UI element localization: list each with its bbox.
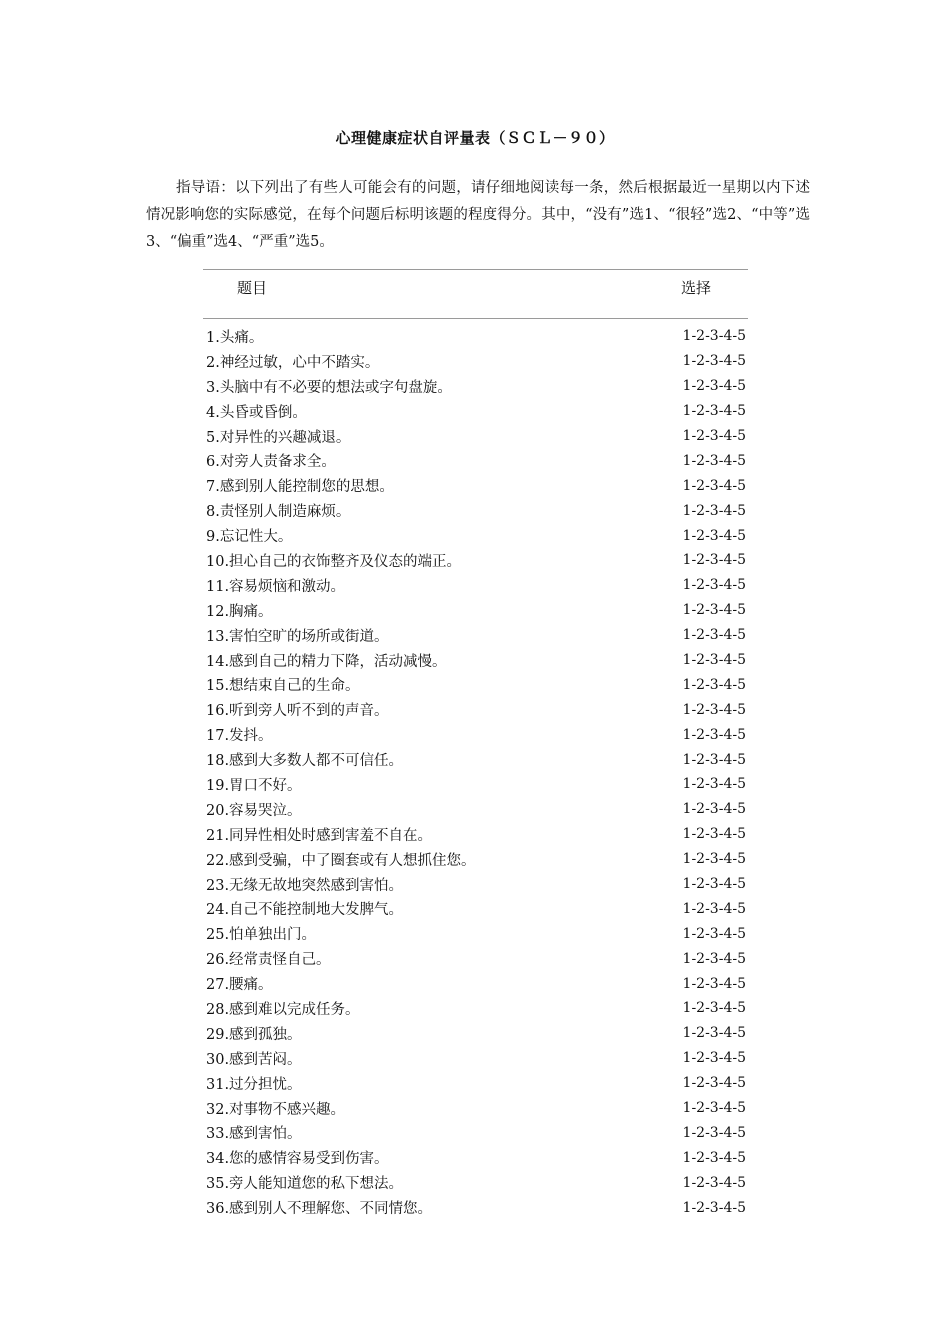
choice-options: 1-2-3-4-5 — [682, 851, 746, 868]
question-text: 20.容易哭泣。 — [206, 802, 302, 819]
choice-options: 1-2-3-4-5 — [682, 676, 746, 693]
choice-options: 1-2-3-4-5 — [682, 975, 746, 992]
choice-options: 1-2-3-4-5 — [682, 1174, 746, 1191]
choice-options: 1-2-3-4-5 — [682, 477, 746, 494]
table-row — [206, 747, 746, 772]
question-text: 30.感到苦闷。 — [206, 1051, 302, 1068]
choice-options: 1-2-3-4-5 — [682, 1124, 746, 1141]
table-row — [206, 648, 746, 673]
choice-options: 1-2-3-4-5 — [682, 726, 746, 743]
question-text: 23.无缘无故地突然感到害怕。 — [206, 877, 404, 894]
table-row — [206, 847, 746, 872]
table-row — [206, 946, 746, 971]
table-row — [206, 797, 746, 822]
question-text: 9.忘记性大。 — [206, 529, 293, 546]
question-text: 28.感到难以完成任务。 — [206, 1001, 360, 1018]
choice-options: 1-2-3-4-5 — [682, 1025, 746, 1042]
table-row — [206, 772, 746, 797]
question-text: 34.您的感情容易受到伤害。 — [206, 1151, 389, 1168]
question-text: 33.感到害怕。 — [206, 1126, 302, 1143]
table-row — [206, 1046, 746, 1071]
question-text: 4.头昏或昏倒。 — [206, 404, 307, 421]
question-text: 15.想结束自己的生命。 — [206, 678, 360, 695]
choice-options: 1-2-3-4-5 — [682, 527, 746, 544]
table-row — [206, 349, 746, 374]
choice-options: 1-2-3-4-5 — [682, 776, 746, 793]
question-text: 11.容易烦恼和激动。 — [206, 578, 346, 595]
table-row — [206, 1021, 746, 1046]
question-text: 17.发抖。 — [206, 728, 273, 745]
question-text: 31.过分担忧。 — [206, 1076, 302, 1093]
table-row — [206, 473, 746, 498]
question-text: 35.旁人能知道您的私下想法。 — [206, 1176, 404, 1193]
table-row — [206, 523, 746, 548]
choice-options: 1-2-3-4-5 — [682, 1075, 746, 1092]
choice-options: 1-2-3-4-5 — [682, 751, 746, 768]
choice-options: 1-2-3-4-5 — [682, 1050, 746, 1067]
question-text: 6.对旁人责备求全。 — [206, 454, 336, 471]
question-text: 29.感到孤独。 — [206, 1026, 302, 1043]
question-text: 10.担心自己的衣饰整齐及仪态的端正。 — [206, 553, 462, 570]
table-row — [206, 996, 746, 1021]
instructions-paragraph: 指导语：以下列出了有些人可能会有的问题，请仔细地阅读每一条，然后根据最近一星期以内下述情况影响您的实际感觉，在每个问题后标明该题的程度得分。其中，“没有”选1、“很轻”选2、“中等”选3、“偏重”选4、“严重”选5。 — [146, 180, 810, 250]
question-text: 24.自己不能控制地大发脾气。 — [206, 902, 404, 919]
question-text: 18.感到大多数人都不可信任。 — [206, 753, 404, 770]
question-text: 25.怕单独出门。 — [206, 927, 317, 944]
question-text: 19.胃口不好。 — [206, 777, 302, 794]
question-text: 26.经常责怪自己。 — [206, 952, 331, 969]
choice-options: 1-2-3-4-5 — [682, 1000, 746, 1017]
choice-options: 1-2-3-4-5 — [682, 577, 746, 594]
table-row — [206, 374, 746, 399]
choice-options: 1-2-3-4-5 — [682, 328, 746, 345]
question-text: 12.胸痛。 — [206, 603, 273, 620]
choice-options: 1-2-3-4-5 — [682, 378, 746, 395]
table-row — [206, 399, 746, 424]
choice-options: 1-2-3-4-5 — [682, 353, 746, 370]
table-row — [206, 822, 746, 847]
question-text: 5.对异性的兴趣减退。 — [206, 429, 351, 446]
question-text: 2.神经过敏，心中不踏实。 — [206, 354, 380, 371]
choice-options: 1-2-3-4-5 — [682, 452, 746, 469]
column-header-choice: 选择 — [681, 279, 712, 297]
question-text: 36.感到别人不理解您、不同情您。 — [206, 1201, 433, 1218]
table-row — [206, 573, 746, 598]
table-row — [206, 921, 746, 946]
choice-options: 1-2-3-4-5 — [682, 1149, 746, 1166]
table-top-rule — [203, 269, 748, 270]
choice-options: 1-2-3-4-5 — [682, 900, 746, 917]
question-text: 7.感到别人能控制您的思想。 — [206, 479, 394, 496]
question-text: 16.听到旁人听不到的声音。 — [206, 703, 389, 720]
choice-options: 1-2-3-4-5 — [682, 1100, 746, 1117]
choice-options: 1-2-3-4-5 — [682, 1199, 746, 1216]
page-title: 心理健康症状自评量表（ＳＣＬ－９０） — [335, 129, 615, 147]
question-text: 21.同异性相处时感到害羞不自在。 — [206, 827, 433, 844]
choice-options: 1-2-3-4-5 — [682, 552, 746, 569]
table-row — [206, 1071, 746, 1096]
question-text: 32.对事物不感兴趣。 — [206, 1101, 346, 1118]
choice-options: 1-2-3-4-5 — [682, 602, 746, 619]
table-row — [206, 424, 746, 449]
question-text: 13.害怕空旷的场所或街道。 — [206, 628, 389, 645]
table-row — [206, 896, 746, 921]
table-row — [206, 1145, 746, 1170]
choice-options: 1-2-3-4-5 — [682, 403, 746, 420]
question-list — [206, 324, 746, 1220]
choice-options: 1-2-3-4-5 — [682, 502, 746, 519]
table-row — [206, 598, 746, 623]
table-row — [206, 1096, 746, 1121]
table-header-rule — [203, 318, 748, 319]
question-text: 22.感到受骗，中了圈套或有人想抓住您。 — [206, 852, 476, 869]
table-row — [206, 623, 746, 648]
choice-options: 1-2-3-4-5 — [682, 701, 746, 718]
question-text: 14.感到自己的精力下降，活动减慢。 — [206, 653, 447, 670]
choice-options: 1-2-3-4-5 — [682, 876, 746, 893]
choice-options: 1-2-3-4-5 — [682, 627, 746, 644]
table-row — [206, 722, 746, 747]
table-row — [206, 448, 746, 473]
question-text: 3.头脑中有不必要的想法或字句盘旋。 — [206, 379, 452, 396]
choice-options: 1-2-3-4-5 — [682, 428, 746, 444]
choice-options: 1-2-3-4-5 — [682, 950, 746, 967]
table-row — [206, 498, 746, 523]
table-row — [206, 548, 746, 573]
question-text: 1.头痛。 — [206, 329, 264, 346]
question-text: 27.腰痛。 — [206, 977, 273, 994]
choice-options: 1-2-3-4-5 — [682, 925, 746, 942]
question-text: 8.责怪别人制造麻烦。 — [206, 504, 351, 521]
choice-options: 1-2-3-4-5 — [682, 801, 746, 818]
table-row — [206, 672, 746, 697]
table-row — [206, 1195, 746, 1220]
table-row — [206, 1170, 746, 1195]
table-row — [206, 971, 746, 996]
choice-options: 1-2-3-4-5 — [682, 826, 746, 843]
table-row — [206, 872, 746, 897]
table-row — [206, 324, 746, 349]
table-row — [206, 697, 746, 722]
table-row — [206, 1121, 746, 1146]
choice-options: 1-2-3-4-5 — [682, 652, 746, 669]
column-header-question: 题目 — [237, 279, 268, 297]
